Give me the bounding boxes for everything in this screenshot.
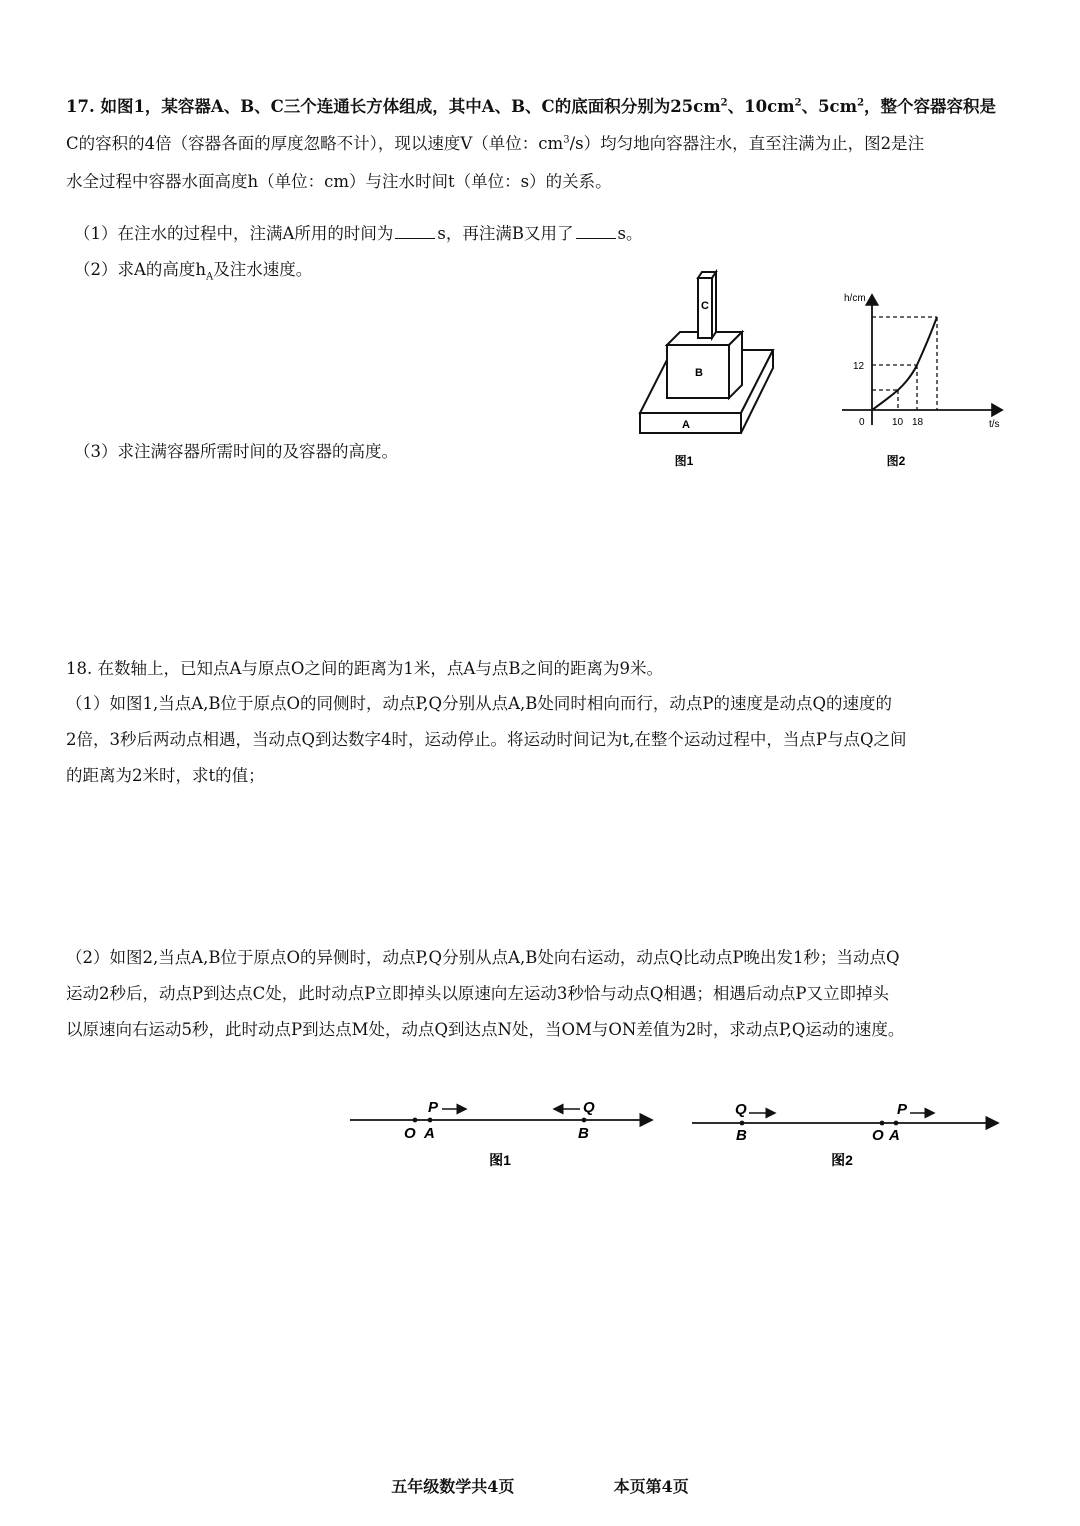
- q17-line-2: C的容积的4倍（容器各面的厚度忽略不计），现以速度V（单位：$cm^3/s$）均匀地向容器注水，直至注满为止，图2是注: [66, 134, 925, 153]
- x-tick-10: 10: [892, 417, 904, 428]
- number-line-2: [692, 1101, 998, 1168]
- q18-p1-line-1: （1）如图1,当点A,B位于原点O的同侧时，动点P,Q分别从点A,B处同时相向而行，动点P的速度是动点Q的速度的: [66, 694, 892, 713]
- answer-blank-2[interactable]: [576, 224, 616, 239]
- q17-figure-2: [832, 285, 1012, 475]
- svg-text:P: P: [897, 1101, 908, 1118]
- q18-line-1: 18. 在数轴上，已知点A与原点O之间的距离为1米，点A与点B之间的距离为9米。: [66, 659, 663, 678]
- svg-text:A: A: [889, 1127, 900, 1144]
- origin-label: 0: [859, 417, 865, 428]
- svg-text:O: O: [872, 1127, 884, 1144]
- number-line-1: [350, 1099, 652, 1168]
- q17-line-1: 17. 如图1，某容器A、B、C三个连通长方体组成，其中A、B、C的底面积分别为$25cm^2$、$10cm^2$、$5cm^2$，整个容器容积是: [66, 97, 997, 116]
- q17-sub-2: （2）求A的高度$h_A$及注水速度。: [74, 260, 313, 283]
- q18-p1-line-2: 2倍，3秒后两动点相遇，当动点Q到达数字4时，运动停止。将运动时间记为t,在整个运动过程中，当点P与点Q之间: [66, 730, 907, 749]
- svg-text:O: O: [404, 1125, 416, 1142]
- svg-text:图1: 图1: [489, 1152, 511, 1168]
- q18-p2-line-1: （2）如图2,当点A,B位于原点O的异侧时，动点P,Q分别从点A,B处向右运动，动点Q比动点P晚出发1秒；当动点Q: [66, 948, 900, 967]
- y-tick-12: 12: [853, 361, 865, 372]
- q18-p1-line-3: 的距离为2米时，求t的值；: [66, 766, 265, 785]
- fig1-caption: 图1: [674, 454, 694, 468]
- x-tick-18: 18: [912, 417, 924, 428]
- svg-text:Q: Q: [583, 1099, 595, 1116]
- x-axis-label: t/s: [989, 419, 1000, 430]
- q17-line-3: 水全过程中容器水面高度h（单位：cm）与注水时间t（单位：s）的关系。: [66, 172, 612, 191]
- q18-p2-line-2: 运动2秒后，动点P到达点C处，此时动点P立即掉头以原速向左运动3秒恰与动点Q相遇；相遇后动点P又立即掉头: [66, 984, 889, 1003]
- q17-figure-1: [630, 265, 790, 475]
- fig2-caption: 图2: [886, 454, 906, 468]
- q17-sub-3: （3）求注满容器所需时间的及容器的高度。: [74, 442, 398, 461]
- q18-p2-line-3: 以原速向右运动5秒，此时动点P到达点M处，动点Q到达点N处，当OM与ON差值为2时，求动点P,Q运动的速度。: [66, 1020, 905, 1039]
- svg-text:P: P: [428, 1099, 439, 1116]
- water-height-curve: [872, 317, 937, 410]
- svg-text:B: B: [578, 1125, 589, 1142]
- svg-text:Q: Q: [735, 1101, 747, 1118]
- label-a: A: [682, 419, 690, 431]
- svg-text:图2: 图2: [831, 1152, 853, 1168]
- y-axis-label: h/cm: [844, 293, 866, 304]
- footer-page-number: 本页第4页: [613, 1477, 689, 1496]
- svg-text:B: B: [736, 1127, 747, 1144]
- answer-blank-1[interactable]: [395, 224, 435, 239]
- q18-figures: [340, 1090, 1020, 1180]
- svg-text:A: A: [424, 1125, 435, 1142]
- q17-sub-1: （1）在注水的过程中，注满A所用的时间为 s，再注满B又用了 s。: [74, 224, 643, 243]
- footer-total-pages: 五年级数学共4页: [391, 1477, 515, 1496]
- label-b: B: [695, 367, 703, 379]
- label-c: C: [701, 300, 709, 312]
- page-footer: [0, 1474, 1080, 1497]
